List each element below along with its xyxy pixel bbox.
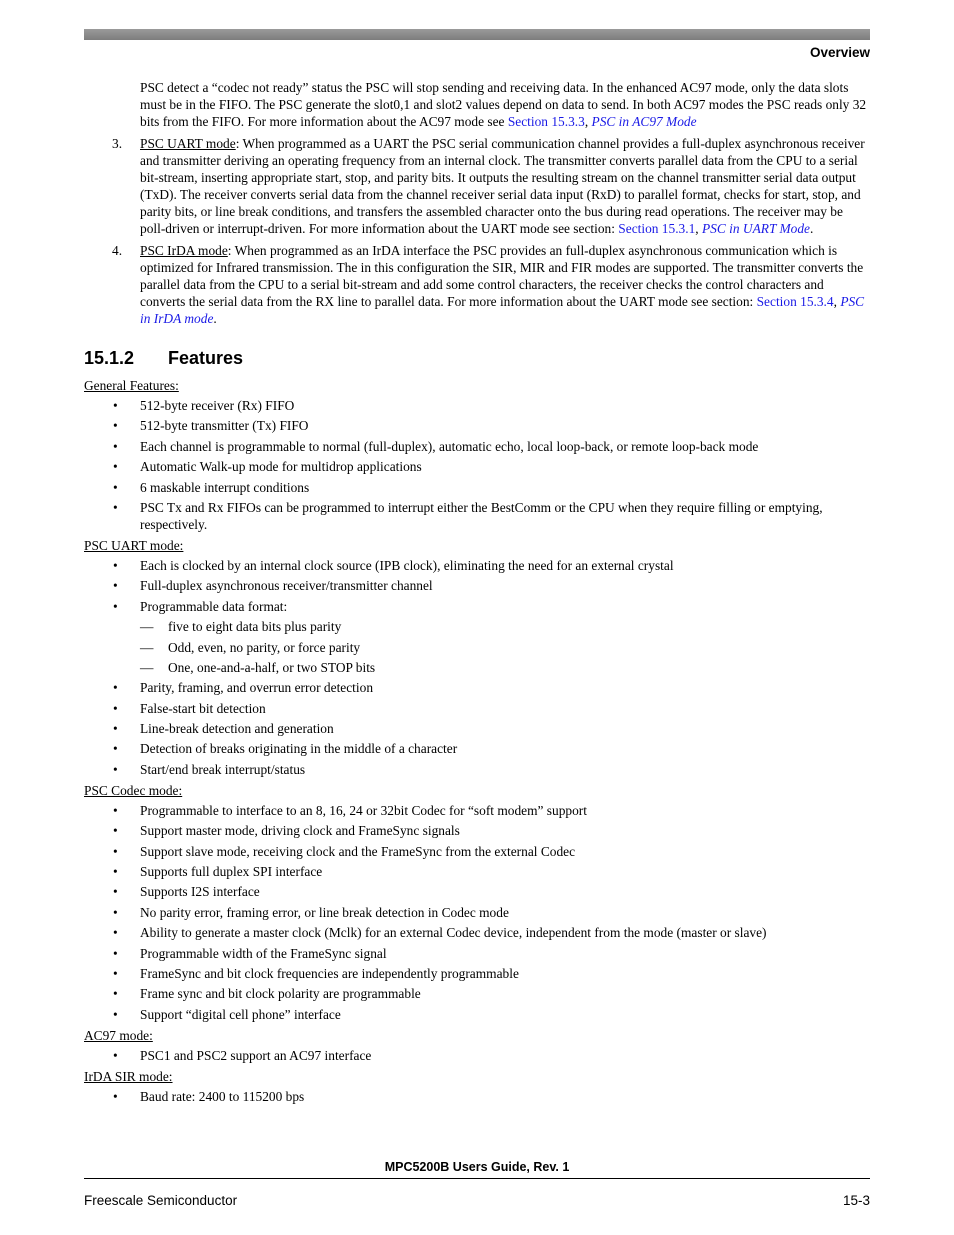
list-item <box>84 822 870 839</box>
intro-title-link-text: PSC in AC97 Mode <box>591 114 697 129</box>
list-item <box>84 904 870 921</box>
list-item-text: PSC Tx and Rx FIFOs can be programmed to interrupt either the BestComm or the CPU when they require filling or emptying, respectively. <box>140 499 823 532</box>
link-separator: , <box>833 294 841 309</box>
group-title-irda: IrDA SIR mode: <box>84 1068 173 1084</box>
bullet-marker: • <box>113 884 118 900</box>
group-title-general: General Features: <box>84 378 179 393</box>
intro-link-separator: , <box>584 114 592 129</box>
list-item-text: Supports I2S interface <box>140 884 260 900</box>
item-text <box>140 135 870 237</box>
header-bar <box>84 29 870 40</box>
bullet-marker: • <box>113 598 118 614</box>
list-item <box>84 397 870 414</box>
numbered-item-uart <box>84 135 870 237</box>
bullet-marker: • <box>113 925 118 941</box>
page-content <box>84 79 870 1108</box>
bullet-marker: • <box>113 864 118 880</box>
bullet-marker: • <box>113 398 118 413</box>
running-header: Overview <box>809 45 870 60</box>
bullet-marker: • <box>113 479 118 495</box>
irda-features-list <box>84 1088 870 1105</box>
group-title-ac97: AC97 mode: <box>84 1027 153 1043</box>
bullet-marker: • <box>113 1088 118 1104</box>
list-item <box>84 499 870 533</box>
list-item-text: Programmable data format: <box>140 598 288 614</box>
list-item <box>84 458 870 475</box>
item-number: 3. <box>112 136 123 151</box>
codec-features-list <box>84 802 870 1023</box>
group-title-uart: PSC UART mode: <box>84 537 184 553</box>
item-number: 4. <box>112 243 123 258</box>
item-body: : When programmed as an IrDA interface the PSC provides an full-duplex asynchronous communication which is optimized for Infrared transmission. The in this configuration the SIR, MIR and FIR modes are supported. The transmitter converts the parallel data from the CPU to a serial bit-stream and add some control characters, the receiver checks the control characters and converts the serial data from the RX line to parallel data. For more information about the UART mode see section: <box>140 243 864 309</box>
page-number: 15-3 <box>842 1193 870 1208</box>
list-item-text: Programmable to interface to an 8, 16, 24 or 32bit Codec for “soft modem” support <box>140 802 587 818</box>
list-item-text: FrameSync and bit clock frequencies are independently programmable <box>140 965 519 981</box>
sub-list-item <box>84 639 870 656</box>
item-term: PSC UART mode <box>140 136 236 151</box>
item-end: . <box>213 311 217 326</box>
dash-marker: — <box>140 619 154 635</box>
section-title: Features <box>168 348 244 368</box>
item-term: PSC IrDA mode <box>140 243 228 258</box>
list-item-text: Support master mode, driving clock and FrameSync signals <box>140 823 460 839</box>
list-item-text: No parity error, framing error, or line break detection in Codec mode <box>140 904 509 920</box>
intro-title-link[interactable] <box>592 114 697 129</box>
irda-title-link-text: PSC in IrDA mode <box>140 294 865 326</box>
bullet-marker: • <box>113 459 118 475</box>
item-end: . <box>810 221 814 236</box>
list-item-text: Support “digital cell phone” interface <box>140 1006 341 1022</box>
list-item <box>84 417 870 434</box>
bullet-marker: • <box>113 680 118 696</box>
group-title-codec: PSC Codec mode: <box>84 782 183 798</box>
list-item-text: PSC1 and PSC2 support an AC97 interface <box>140 1047 372 1063</box>
bullet-marker: • <box>113 418 118 434</box>
bullet-marker: • <box>113 741 118 757</box>
bullet-marker: • <box>113 802 118 818</box>
list-item-text: Support slave mode, receiving clock and the FrameSync from the external Codec <box>140 843 576 859</box>
bullet-marker: • <box>113 904 118 920</box>
list-item-text: Line-break detection and generation <box>140 721 334 737</box>
bullet-marker: • <box>113 557 118 573</box>
ac97-features-list <box>84 1047 870 1064</box>
uart-section-link[interactable]: Section 15.3.1 <box>618 221 696 236</box>
document-title: MPC5200B Users Guide, Rev. 1 <box>384 1160 570 1174</box>
bullet-marker: • <box>113 1047 118 1063</box>
list-item <box>84 863 870 880</box>
list-item-text: Baud rate: 2400 to 115200 bps <box>140 1088 305 1104</box>
uart-features-list-a <box>84 557 870 615</box>
list-item-text: Frame sync and bit clock polarity are programmable <box>140 986 421 1002</box>
intro-section-link[interactable]: Section 15.3.3 <box>507 114 585 129</box>
general-features-list <box>84 397 870 533</box>
list-item <box>84 1006 870 1023</box>
bullet-marker: • <box>113 823 118 839</box>
list-item-text: 6 maskable interrupt conditions <box>140 479 310 495</box>
bullet-marker: • <box>113 761 118 777</box>
item-body: : When programmed as a UART the PSC serial communication channel provides a full-duplex asynchronous receiver and transmitter deriving an operating frequency from an internal clock. The transmitter converts parallel data from the CPU to a serial bit-stream, inserting appropriate start, stop, and parity bits. It outputs the resulting stream on the channel transmitter serial data output (TxD). The receiver converts serial data from the channel receiver serial data input (RxD) to parallel format, checks for start, stop, and parity bits, or line break conditions, and transfers the assembled character onto the bus during read operations. The receiver may be poll-driven or interrupt-driven. For more information about the UART mode see section: <box>140 136 865 236</box>
list-item <box>84 679 870 696</box>
numbered-item-irda <box>84 242 870 327</box>
list-item <box>84 843 870 860</box>
list-item <box>84 700 870 717</box>
list-item <box>84 577 870 594</box>
list-item <box>84 438 870 455</box>
uart-features-list-b <box>84 679 870 778</box>
list-item-text: Odd, even, no parity, or force parity <box>168 639 361 655</box>
sub-list-item <box>84 659 870 676</box>
list-item-text: 512-byte receiver (Rx) FIFO <box>140 398 295 413</box>
list-item-text: five to eight data bits plus parity <box>168 619 342 635</box>
list-item <box>84 720 870 737</box>
list-item-text: Start/end break interrupt/status <box>140 761 306 777</box>
section-heading <box>84 347 870 369</box>
dash-marker: — <box>140 659 154 675</box>
list-item-text: Parity, framing, and overrun error detection <box>140 680 374 696</box>
list-item-text: Each is clocked by an internal clock source (IPB clock), eliminating the need for an external crystal <box>140 557 674 573</box>
bullet-marker: • <box>113 986 118 1002</box>
uart-title-link[interactable] <box>702 221 810 236</box>
irda-section-link[interactable]: Section 15.3.4 <box>756 294 834 309</box>
bullet-marker: • <box>113 438 118 454</box>
list-item <box>84 965 870 982</box>
uart-title-link-text: PSC in UART Mode <box>702 221 810 236</box>
list-item <box>84 1047 870 1064</box>
bullet-marker: • <box>113 965 118 981</box>
list-item <box>84 598 870 615</box>
sub-list-item <box>84 618 870 635</box>
list-item-text: False-start bit detection <box>140 700 266 716</box>
dash-marker: — <box>140 639 154 655</box>
section-number: 15.1.2 <box>84 348 135 368</box>
bullet-marker: • <box>113 1006 118 1022</box>
footer-company: Freescale Semiconductor <box>84 1193 238 1208</box>
list-item-text: Automatic Walk-up mode for multidrop applications <box>140 459 422 475</box>
list-item <box>84 802 870 819</box>
list-item-text: Supports full duplex SPI interface <box>140 864 323 880</box>
list-item <box>84 1088 870 1105</box>
intro-text: PSC detect a “codec not ready” status the PSC will stop sending and receiving data. In the enhanced AC97 mode, only the data slots must be in the FIFO. The PSC generate the slot0,1 and slot2 values depend on data to send. In both AC97 modes the PSC reads only 32 bits from the FIFO. For more information about the AC97 mode see <box>140 80 867 129</box>
list-item-text: Ability to generate a master clock (Mclk) for an external Codec device, independent from the mode (master or slave) <box>140 925 767 941</box>
item-text <box>140 242 870 327</box>
bullet-marker: • <box>113 700 118 716</box>
uart-data-format-list <box>84 618 870 676</box>
list-item-text: Each channel is programmable to normal (full-duplex), automatic echo, local loop-back, or remote loop-back mode <box>140 438 759 454</box>
link-separator: , <box>695 221 702 236</box>
intro-paragraph <box>140 79 870 130</box>
list-item-text: Full-duplex asynchronous receiver/transmitter channel <box>140 578 433 594</box>
list-item-text: Detection of breaks originating in the middle of a character <box>140 741 458 757</box>
list-item <box>84 761 870 778</box>
list-item <box>84 883 870 900</box>
list-item-text: 512-byte transmitter (Tx) FIFO <box>140 418 309 434</box>
list-item <box>84 740 870 757</box>
list-item <box>84 985 870 1002</box>
list-item <box>84 557 870 574</box>
footer-divider <box>84 1178 870 1179</box>
list-item-text: Programmable width of the FrameSync signal <box>140 945 387 961</box>
list-item <box>84 479 870 496</box>
bullet-marker: • <box>113 499 118 515</box>
list-item <box>84 924 870 941</box>
list-item <box>84 945 870 962</box>
bullet-marker: • <box>113 721 118 737</box>
list-item-text: One, one-and-a-half, or two STOP bits <box>168 659 376 675</box>
bullet-marker: • <box>113 578 118 594</box>
bullet-marker: • <box>113 945 118 961</box>
bullet-marker: • <box>113 843 118 859</box>
